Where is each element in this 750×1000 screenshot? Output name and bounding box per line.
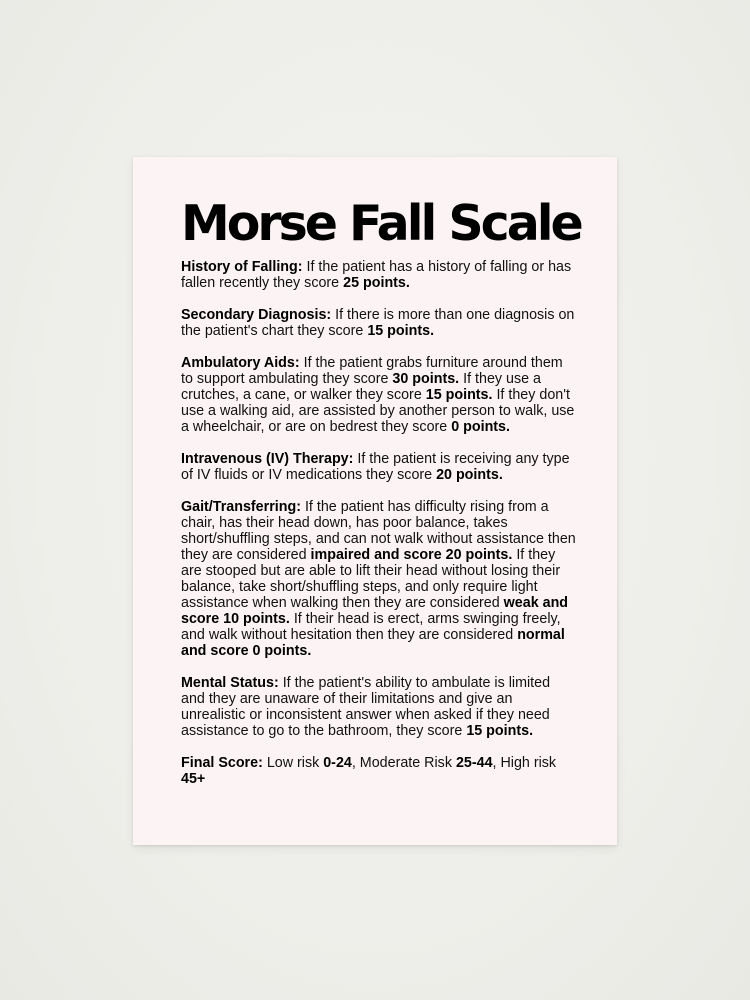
section-history-of-falling — [181, 259, 577, 291]
section-text: , Moderate Risk — [351, 755, 456, 771]
section-text: Low risk — [262, 755, 324, 771]
section-text: If they are stooped but are able to lift their head without losing their balance, take short/shuffling steps, and only require light assistance when walking then they are considered — [181, 547, 561, 611]
section-ambulatory-aids — [181, 355, 577, 435]
score-highlight: impaired and score 20 points. — [310, 547, 513, 563]
section-text: If the patient has a history of falling or has fallen recently they score — [181, 259, 572, 291]
section-secondary-diagnosis — [181, 307, 577, 339]
section-text: If the patient grabs furniture around them to support ambulating they score — [181, 355, 563, 387]
section-text: If there is more than one diagnosis on the patient's chart they score — [181, 307, 575, 339]
section-text: If the patient is receiving any type of IV fluids or IV medications they score — [181, 451, 570, 483]
section-text: If their head is erect, arms swinging freely, and walk without hesitation then they are considered — [181, 611, 561, 643]
section-heading: Gait/Transferring: — [181, 499, 301, 515]
score-highlight: 20 points. — [436, 467, 503, 483]
section-final-score — [181, 755, 577, 787]
section-heading: Secondary Diagnosis: — [181, 307, 332, 323]
section-text: If they don't use a walking aid, are assisted by another person to walk, use a wheelchair, or are on bedrest they score — [181, 387, 575, 435]
score-highlight: weak and score 10 points. — [181, 595, 569, 627]
section-heading: Intravenous (IV) Therapy: — [181, 451, 354, 467]
section-heading: Mental Status: — [181, 675, 279, 691]
section-mental-status — [181, 675, 577, 739]
section-heading: History of Falling: — [181, 259, 303, 275]
score-highlight: 0-24 — [323, 755, 352, 771]
score-highlight: 45+ — [181, 771, 206, 787]
section-gait-transferring — [181, 499, 577, 659]
score-highlight: 25-44 — [455, 755, 493, 771]
poster-print — [133, 157, 617, 845]
poster-title: Morse Fall Scale — [181, 195, 581, 252]
score-highlight: 15 points. — [425, 387, 493, 403]
score-highlight: 15 points. — [466, 723, 534, 739]
score-highlight: 15 points. — [367, 323, 435, 339]
sections-container — [181, 259, 577, 787]
section-text: , High risk — [492, 755, 557, 771]
score-highlight: 0 points. — [451, 419, 510, 435]
section-intravenous-iv-therapy — [181, 451, 577, 483]
section-text: If they use a crutches, a cane, or walker they score — [181, 371, 541, 403]
score-highlight: normal and score 0 points. — [181, 627, 565, 659]
section-heading: Final Score: — [181, 755, 263, 771]
section-text: If the patient's ability to ambulate is limited and they are unaware of their limitations and give an unrealistic or inconsistent answer when asked if they need assistance to go to the bathroom, they score — [181, 675, 551, 739]
section-heading: Ambulatory Aids: — [181, 355, 300, 371]
score-highlight: 25 points. — [343, 275, 410, 291]
score-highlight: 30 points. — [392, 371, 460, 387]
section-text: If the patient has difficulty rising from a chair, has their head down, has poor balance, takes short/shuffling steps, and can not walk without assistance then they are considered — [181, 499, 576, 563]
